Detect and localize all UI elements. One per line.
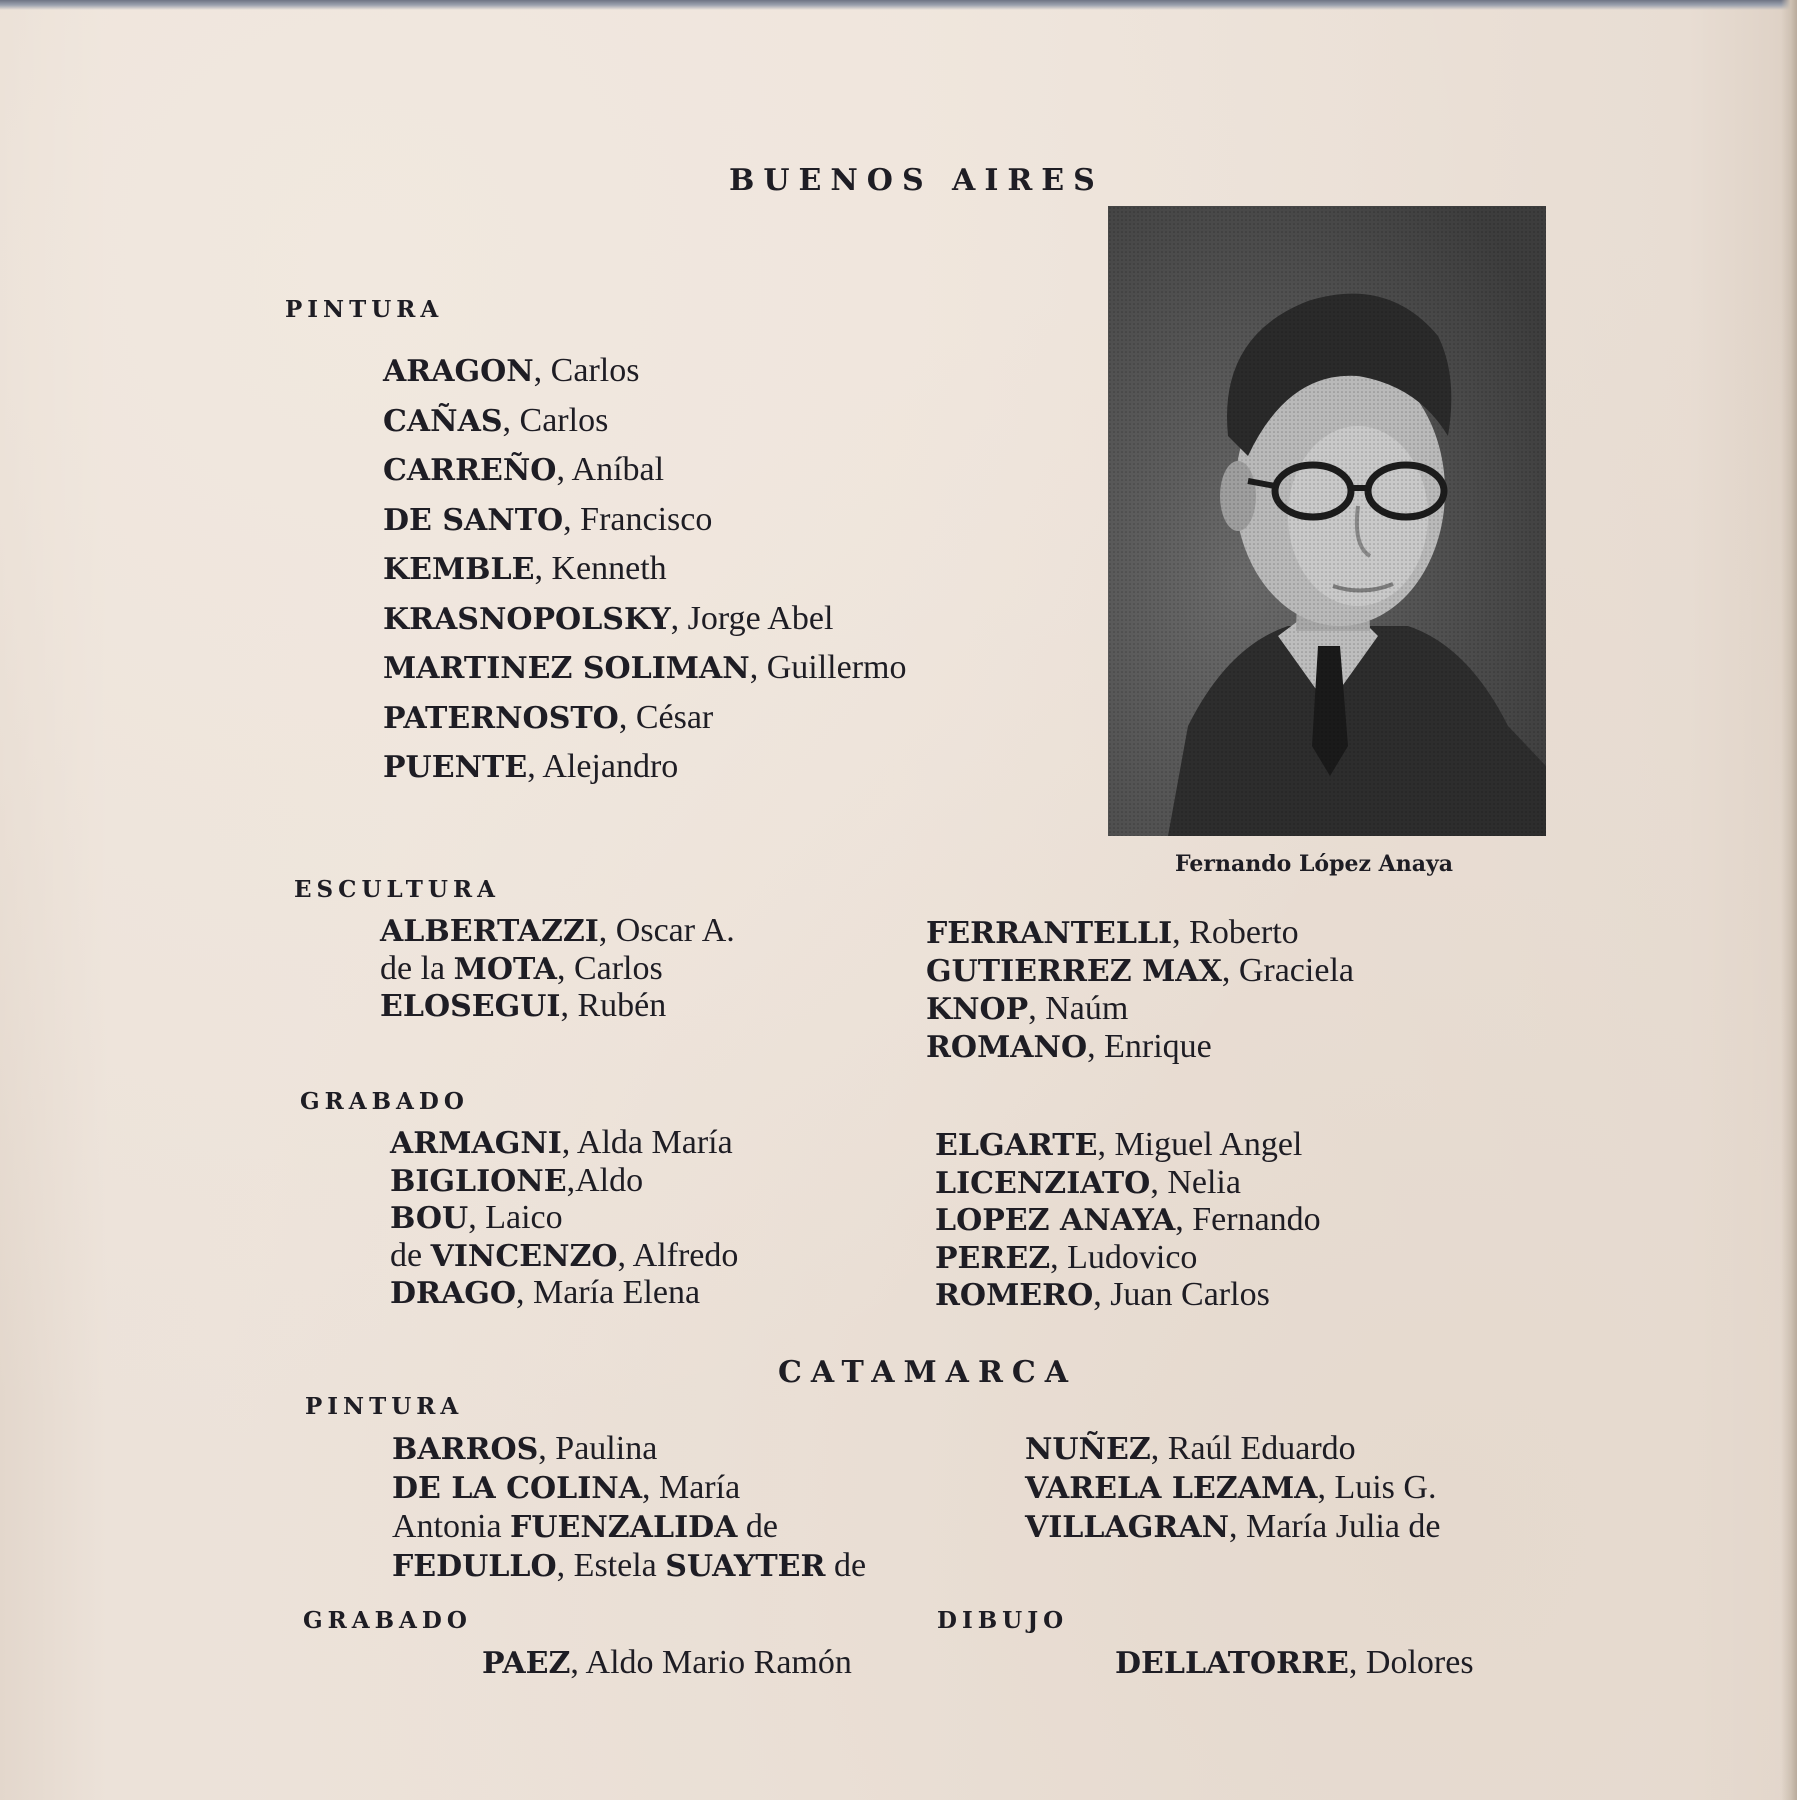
artist-given-name: , Jorge Abel — [670, 599, 834, 637]
ba-grabado-label: GRABADO — [300, 1088, 469, 1115]
artist-given-name: , Nelia — [1150, 1163, 1241, 1201]
artist-given-name: de — [825, 1547, 867, 1584]
artist-entry — [926, 1030, 1212, 1064]
artist-given-name: , Aldo Mario Ramón — [570, 1644, 852, 1681]
artist-surname: FEDULLO — [392, 1549, 557, 1584]
artist-given-name: , Ludovico — [1050, 1238, 1198, 1276]
artist-given-name: , Miguel Angel — [1097, 1126, 1303, 1163]
ba-escultura-label: ESCULTURA — [294, 876, 500, 903]
artist-entry — [390, 1126, 733, 1160]
artist-surname: LICENZIATO — [935, 1165, 1151, 1201]
artist-entry — [383, 552, 667, 586]
artist-given-name: , Francisco — [563, 500, 713, 538]
artist-surname: ROMERO — [935, 1278, 1094, 1313]
artist-entry — [390, 1236, 739, 1274]
artist-given-name: , Paulina — [538, 1430, 658, 1467]
artist-surname: CARREÑO — [383, 453, 557, 488]
cat-pintura-label: PINTURA — [305, 1393, 464, 1420]
artist-entry — [383, 500, 713, 538]
artist-entry — [935, 1278, 1270, 1312]
artist-given-name: , Alfredo — [617, 1236, 739, 1274]
artist-surname: ELOSEGUI — [380, 989, 561, 1024]
artist-surname: KNOP — [926, 992, 1029, 1027]
artist-prefix: de — [390, 1236, 431, 1274]
artist-entry — [926, 916, 1299, 950]
artist-entry — [383, 599, 834, 637]
artist-surname: DELLATORRE — [1115, 1646, 1349, 1681]
buenos-aires-heading: BUENOS AIRES — [729, 163, 1104, 198]
artist-given-name: , Aníbal — [556, 451, 665, 488]
page-right-edge — [1781, 0, 1797, 1800]
artist-entry — [383, 401, 609, 439]
artist-surname: GUTIERREZ MAX — [926, 954, 1222, 989]
page-top-edge — [0, 0, 1797, 10]
artist-given-name: , Dolores — [1348, 1644, 1474, 1681]
artist-given-name: , Luis G. — [1317, 1469, 1437, 1506]
artist-surname: VARELA LEZAMA — [1025, 1471, 1318, 1506]
artist-given-name: , Oscar A. — [598, 912, 735, 949]
artist-given-name: , Alejandro — [527, 748, 679, 785]
artist-entry — [390, 1161, 644, 1199]
cat-grabado-artist — [482, 1646, 852, 1680]
artist-portrait-photo — [1108, 206, 1546, 836]
artist-entry — [392, 1510, 778, 1544]
artist-surname: KRASNOPOLSKY — [383, 601, 671, 637]
artist-given-name: , Carlos — [533, 352, 640, 389]
artist-given-name: , Juan Carlos — [1093, 1276, 1270, 1313]
catamarca-heading: CATAMARCA — [778, 1355, 1078, 1390]
artist-given-name: , María — [641, 1469, 741, 1506]
artist-entry — [390, 1276, 700, 1310]
artist-surname: BIGLIONE — [390, 1163, 567, 1199]
artist-surname: PAEZ — [482, 1646, 571, 1681]
artist-entry — [935, 1163, 1241, 1201]
artist-given-name: , Alda María — [561, 1124, 733, 1161]
artist-entry — [390, 1201, 563, 1235]
artist-given-name: de — [737, 1508, 778, 1545]
artist-surname: LOPEZ ANAYA — [935, 1203, 1176, 1238]
artist-entry — [935, 1203, 1321, 1237]
artist-entry — [383, 750, 678, 784]
artist-given-name: , Carlos — [556, 949, 663, 987]
cat-grabado-label: GRABADO — [303, 1607, 472, 1634]
artist-surname: NUÑEZ — [1025, 1432, 1151, 1467]
artist-entry — [926, 954, 1354, 988]
artist-entry — [380, 989, 666, 1023]
artist-entry — [383, 354, 639, 388]
artist-entry — [926, 992, 1128, 1026]
artist-given-name: , Raúl Eduardo — [1150, 1430, 1356, 1467]
artist-surname: DE LA COLINA — [392, 1471, 642, 1506]
artist-entry — [383, 453, 664, 487]
artist-surname: BOU — [390, 1201, 469, 1236]
artist-entry — [392, 1432, 657, 1466]
artist-surname: FERRANTELLI — [926, 916, 1173, 951]
artist-entry — [383, 698, 714, 736]
artist-surname: CAÑAS — [383, 403, 503, 439]
artist-given-name: , Graciela — [1221, 952, 1354, 989]
artist-surname: MARTINEZ SOLIMAN — [383, 651, 750, 686]
artist-surname: VILLAGRAN — [1025, 1510, 1230, 1545]
artist-surname: KEMBLE — [383, 552, 535, 587]
artist-surname: ARAGON — [383, 354, 534, 389]
artist-surname: PUENTE — [383, 750, 528, 785]
artist-given-name: , Estela — [556, 1547, 666, 1584]
artist-entry — [392, 1471, 740, 1505]
artist-given-name: , Laico — [468, 1199, 563, 1236]
artist-given-name: , Kenneth — [534, 550, 667, 587]
artist-surname: ROMANO — [926, 1030, 1088, 1065]
photo-caption: Fernando López Anaya — [1175, 851, 1453, 877]
artist-given-name: , Enrique — [1087, 1028, 1212, 1065]
artist-given-name: , Rubén — [560, 987, 667, 1024]
artist-surname: SUAYTER — [665, 1549, 826, 1584]
artist-surname: PEREZ — [935, 1240, 1051, 1276]
artist-surname: VINCENZO — [430, 1238, 618, 1274]
ba-pintura-label: PINTURA — [285, 296, 444, 323]
artist-surname: ALBERTAZZI — [380, 914, 599, 949]
artist-surname: DE SANTO — [383, 502, 564, 538]
artist-entry — [380, 949, 663, 987]
artist-entry — [935, 1128, 1302, 1162]
artist-entry — [380, 914, 735, 948]
cat-dibujo-label: DIBUJO — [937, 1607, 1069, 1634]
artist-surname: ELGARTE — [935, 1128, 1098, 1163]
artist-given-name: , Guillermo — [749, 649, 907, 686]
artist-given-name: , Roberto — [1172, 914, 1299, 951]
artist-surname: PATERNOSTO — [383, 700, 619, 736]
artist-given-name: Antonia — [392, 1508, 511, 1545]
artist-surname: BARROS — [392, 1432, 539, 1467]
artist-surname: FUENZALIDA — [510, 1510, 738, 1545]
artist-surname: DRAGO — [390, 1276, 516, 1311]
artist-given-name: , María Elena — [515, 1274, 701, 1311]
cat-dibujo-artist — [1115, 1646, 1474, 1680]
artist-surname: MOTA — [453, 951, 557, 987]
artist-given-name: , María Julia de — [1229, 1508, 1441, 1545]
artist-entry — [1025, 1432, 1356, 1466]
artist-entry — [392, 1549, 866, 1583]
artist-given-name: , Fernando — [1175, 1201, 1321, 1238]
artist-entry — [383, 651, 906, 685]
artist-given-name: , César — [618, 698, 714, 736]
artist-prefix: de la — [380, 949, 454, 987]
artist-given-name: , Carlos — [502, 401, 609, 439]
artist-surname: ARMAGNI — [390, 1126, 562, 1161]
artist-entry — [1025, 1510, 1441, 1544]
artist-entry — [935, 1238, 1198, 1276]
artist-given-name: ,Aldo — [566, 1161, 644, 1199]
artist-entry — [1025, 1471, 1436, 1505]
artist-given-name: , Naúm — [1028, 990, 1129, 1027]
